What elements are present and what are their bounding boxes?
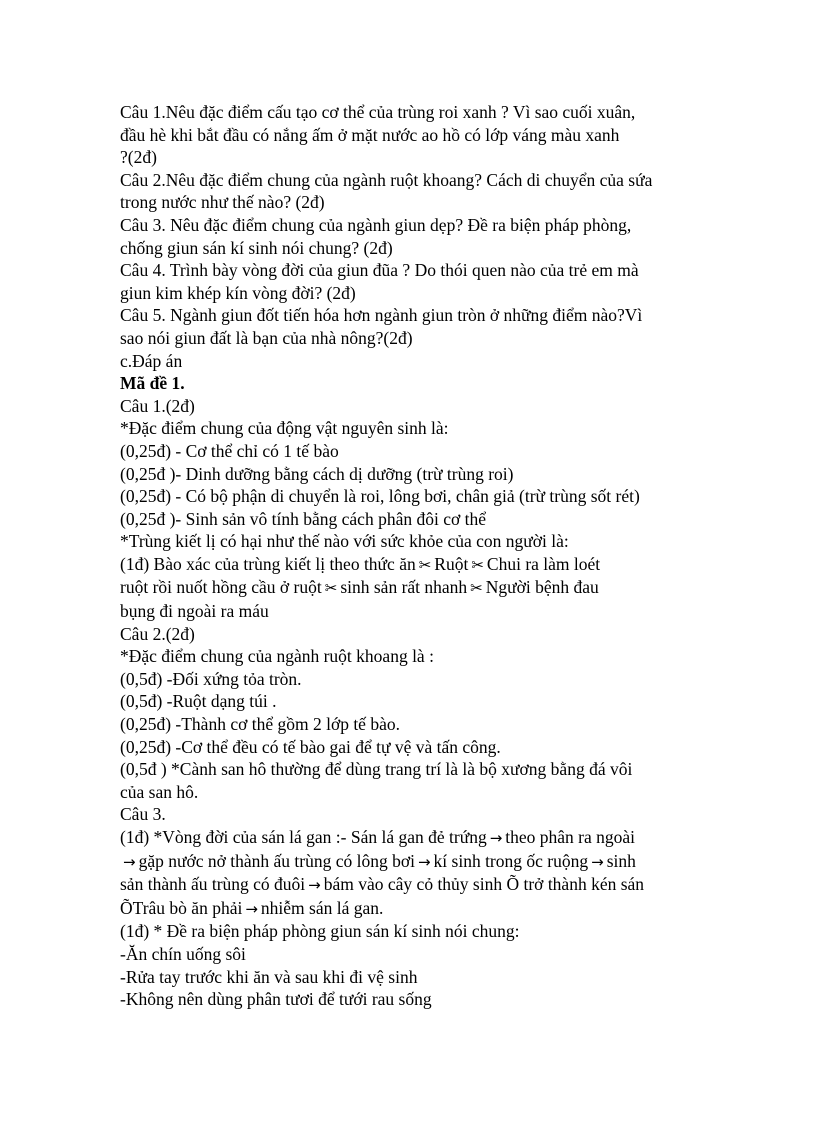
- answer-2-point-5-line-2: của san hô.: [120, 781, 199, 802]
- answer-3-line-8: -Không nên dùng phân tươi để tưới rau sống: [120, 989, 432, 1010]
- answer-3-line-6: -Ăn chín uống sôi: [120, 943, 246, 964]
- text-segment: sản thành ấu trùng có đuôi: [120, 874, 306, 895]
- answer-2-point-3: (0,25đ) -Thành cơ thể gồm 2 lớp tế bào.: [120, 714, 400, 735]
- answer-1-dysentery-line-2: [120, 576, 700, 600]
- exam-code-heading: Mã đề 1.: [120, 373, 185, 394]
- question-2-line-1: Câu 2.Nêu đặc điểm chung của ngành ruột khoang? Cách di chuyển của sứa: [120, 169, 653, 190]
- arrow-right-icon: →: [417, 852, 431, 871]
- answer-1-intro: *Đặc điểm chung của động vật nguyên sinh là:: [120, 418, 449, 439]
- answer-3-title: Câu 3.: [120, 804, 166, 825]
- question-4-line-2: giun kim khép kín vòng đời? (2đ): [120, 282, 356, 303]
- answer-2-point-1: (0,5đ) -Đối xứng tỏa tròn.: [120, 668, 302, 689]
- answer-3-line-3: [120, 873, 700, 897]
- answer-3-line-2: [120, 850, 700, 874]
- answer-3-line-5: (1đ) * Đề ra biện pháp phòng giun sán kí sinh nói chung:: [120, 921, 520, 942]
- question-4-line-1: Câu 4. Trình bày vòng đời của giun đũa ? Do thói quen nào của trẻ em mà: [120, 260, 639, 281]
- question-1-line-2: đầu hè khi bắt đầu có nắng ấm ở mặt nước ao hồ có lớp váng màu xanh: [120, 124, 620, 145]
- answer-1-intro-2: *Trùng kiết lị có hại như thế nào với sức khỏe của con người là:: [120, 531, 569, 552]
- arrow-right-icon: →: [123, 852, 136, 871]
- answer-1-dysentery-line-1: [120, 553, 700, 577]
- question-3-line-1: Câu 3. Nêu đặc điểm chung của ngành giun dẹp? Đề ra biện pháp phòng,: [120, 214, 632, 235]
- text-segment: sinh: [606, 850, 636, 871]
- text-segment: Người bệnh đau: [485, 577, 599, 598]
- text-segment: (1đ) Bào xác của trùng kiết lị theo thức ăn: [120, 553, 416, 574]
- arrow-right-icon: →: [308, 876, 321, 895]
- scissors-icon: ✂: [471, 555, 484, 574]
- text-segment: (1đ) *Vòng đời của sán lá gan :- Sán lá gan đẻ trứng: [120, 827, 487, 847]
- text-segment: nhiễm sán lá gan.: [260, 897, 384, 918]
- document-page: [120, 101, 700, 1011]
- text-segment: kí sinh trong ốc ruộng: [433, 850, 589, 871]
- scissors-icon: ✂: [470, 579, 483, 598]
- question-3-line-2: chống giun sán kí sinh nói chung? (2đ): [120, 237, 393, 258]
- answer-1-dysentery-line-3: bụng đi ngoài ra máu: [120, 601, 269, 622]
- answer-1-point-2: (0,25đ )- Dinh dưỡng bằng cách dị dưỡng (trừ trùng roi): [120, 463, 514, 484]
- answer-2-point-4: (0,25đ) -Cơ thể đều có tế bào gai để tự vệ và tấn công.: [120, 736, 501, 757]
- text-segment: ruột rồi nuốt hồng cầu ở ruột: [120, 577, 322, 598]
- question-1-line-1: Câu 1.Nêu đặc điểm cấu tạo cơ thể của trùng roi xanh ? Vì sao cuối xuân,: [120, 102, 636, 122]
- arrow-right-icon: →: [245, 899, 258, 918]
- answer-1-title: Câu 1.(2đ): [120, 395, 195, 416]
- text-segment: theo phân ra ngoài: [505, 827, 636, 847]
- answer-2-point-5-line-1: (0,5đ ) *Cành san hô thường để dùng trang trí là là bộ xương bằng đá vôi: [120, 759, 633, 780]
- answer-3-line-1: [120, 826, 700, 850]
- question-5-line-1: Câu 5. Ngành giun đốt tiến hóa hơn ngành giun tròn ở những điểm nào?Vì: [120, 305, 643, 326]
- question-5-line-2: sao nói giun đất là bạn của nhà nông?(2đ): [120, 327, 413, 348]
- arrow-right-icon: →: [591, 852, 604, 871]
- answer-2-title: Câu 2.(2đ): [120, 623, 195, 644]
- answer-1-point-4: (0,25đ )- Sinh sản vô tính bằng cách phân đôi cơ thể: [120, 508, 486, 529]
- answer-1-point-3: (0,25đ) - Có bộ phận di chuyển là roi, lông bơi, chân giả (trừ trùng sốt rét): [120, 486, 640, 507]
- scissors-icon: ✂: [324, 579, 338, 598]
- answer-2-point-2: (0,5đ) -Ruột dạng túi .: [120, 691, 277, 712]
- text-segment: sinh sản rất nhanh: [340, 577, 468, 598]
- arrow-right-icon: →: [489, 829, 503, 847]
- text-segment: bám vào cây cỏ thủy sinh Õ trở thành kén sán: [323, 874, 645, 895]
- text-segment: Chui ra làm loét: [486, 553, 601, 574]
- answer-1-point-1: (0,25đ) - Cơ thể chỉ có 1 tế bào: [120, 440, 339, 461]
- text-segment: Ruột: [434, 553, 469, 574]
- answer-3-line-7: -Rửa tay trước khi ăn và sau khi đi vệ sinh: [120, 966, 418, 987]
- scissors-icon: ✂: [418, 555, 432, 574]
- text-segment: ÕTrâu bò ăn phải: [120, 897, 243, 918]
- question-2-line-2: trong nước như thế nào? (2đ): [120, 192, 325, 213]
- answer-2-intro: *Đặc điểm chung của ngành ruột khoang là :: [120, 646, 434, 667]
- question-1-line-3: ?(2đ): [120, 147, 157, 168]
- answers-heading: c.Đáp án: [120, 350, 183, 371]
- answer-3-line-4: [120, 897, 700, 921]
- text-segment: gặp nước nở thành ấu trùng có lông bơi: [138, 850, 415, 871]
